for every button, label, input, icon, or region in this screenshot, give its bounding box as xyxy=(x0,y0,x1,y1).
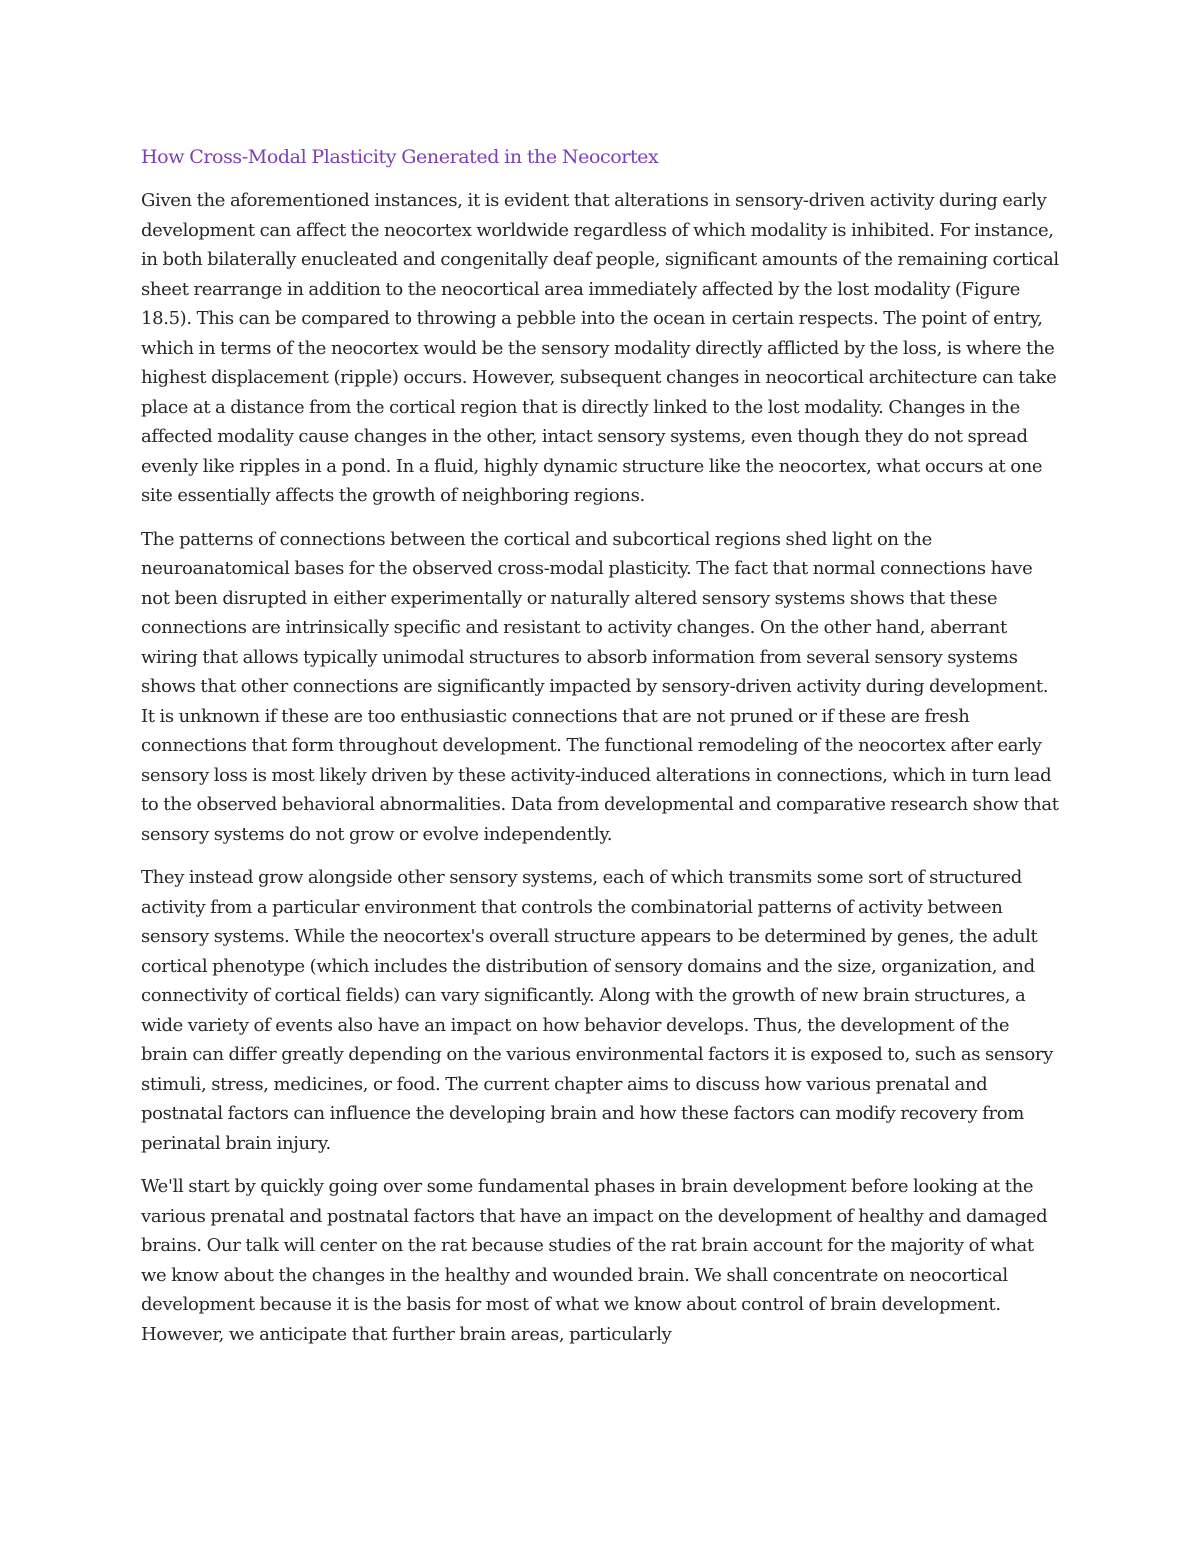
paragraph-4: We'll start by quickly going over some fundamental phases in brain development before looking at the various prenatal and postnatal factors that have an impact on the development of healthy and damaged brains. Our talk will center on the rat because studies of the rat brain account for the majority of what we know about the changes in the healthy and wounded brain. We shall concentrate on neocortical development because it is the basis for most of what we know about control of brain development. However, we anticipate that further brain areas, particularly xyxy=(141,1176,1048,1345)
document-body xyxy=(141,142,1059,1363)
paragraph-2: The patterns of connections between the cortical and subcortical regions shed light on the neuroanatomical bases for the observed cross-modal plasticity. The fact that normal connections have not been disrupted in either experimentally or naturally altered sensory systems shows that these connections are intrinsically specific and resistant to activity changes. On the other hand, aberrant wiring that allows typically unimodal structures to absorb information from several sensory systems shows that other connections are significantly impacted by sensory-driven activity during development. It is unknown if these are too enthusiastic connections that are not pruned or if these are fresh connections that form throughout development. The functional remodeling of the neocortex after early sensory loss is most likely driven by these activity-induced alterations in connections, which in turn lead to the observed behavioral abnormalities. Data from developmental and comparative research show that sensory systems do not grow or evolve independently. xyxy=(141,528,1059,845)
paragraph-1: Given the aforementioned instances, it is evident that alterations in sensory-driven activity during early development can affect the neocortex worldwide regardless of which modality is inhibited. For instance, in both bilaterally enucleated and congenitally deaf people, significant amounts of the remaining cortical sheet rearrange in addition to the neocortical area immediately affected by the lost modality (Figure 18.5). This can be compared to throwing a pebble into the ocean in certain respects. The point of entry, which in terms of the neocortex would be the sensory modality directly afflicted by the loss, is where the highest displacement (ripple) occurs. However, subsequent changes in neocortical architecture can take place at a distance from the cortical region that is directly linked to the lost modality. Changes in the affected modality cause changes in the other, intact sensory systems, even though they do not spread evenly like ripples in a pond. In a fluid, highly dynamic structure like the neocortex, what occurs at one site essentially affects the growth of neighboring regions. xyxy=(141,190,1059,506)
paragraph-3: They instead grow alongside other sensory systems, each of which transmits some sort of structured activity from a particular environment that controls the combinatorial patterns of activity between sensory systems. While the neocortex's overall structure appears to be determined by genes, the adult cortical phenotype (which includes the distribution of sensory domains and the size, organization, and connectivity of cortical fields) can vary significantly. Along with the growth of new brain structures, a wide variety of events also have an impact on how behavior develops. Thus, the development of the brain can differ greatly depending on the various environmental factors it is exposed to, such as sensory stimuli, stress, medicines, or food. The current chapter aims to discuss how various prenatal and postnatal factors can influence the developing brain and how these factors can modify recovery from perinatal brain injury. xyxy=(141,867,1053,1154)
section-heading: How Cross-Modal Plasticity Generated in the Neocortex xyxy=(141,146,659,168)
